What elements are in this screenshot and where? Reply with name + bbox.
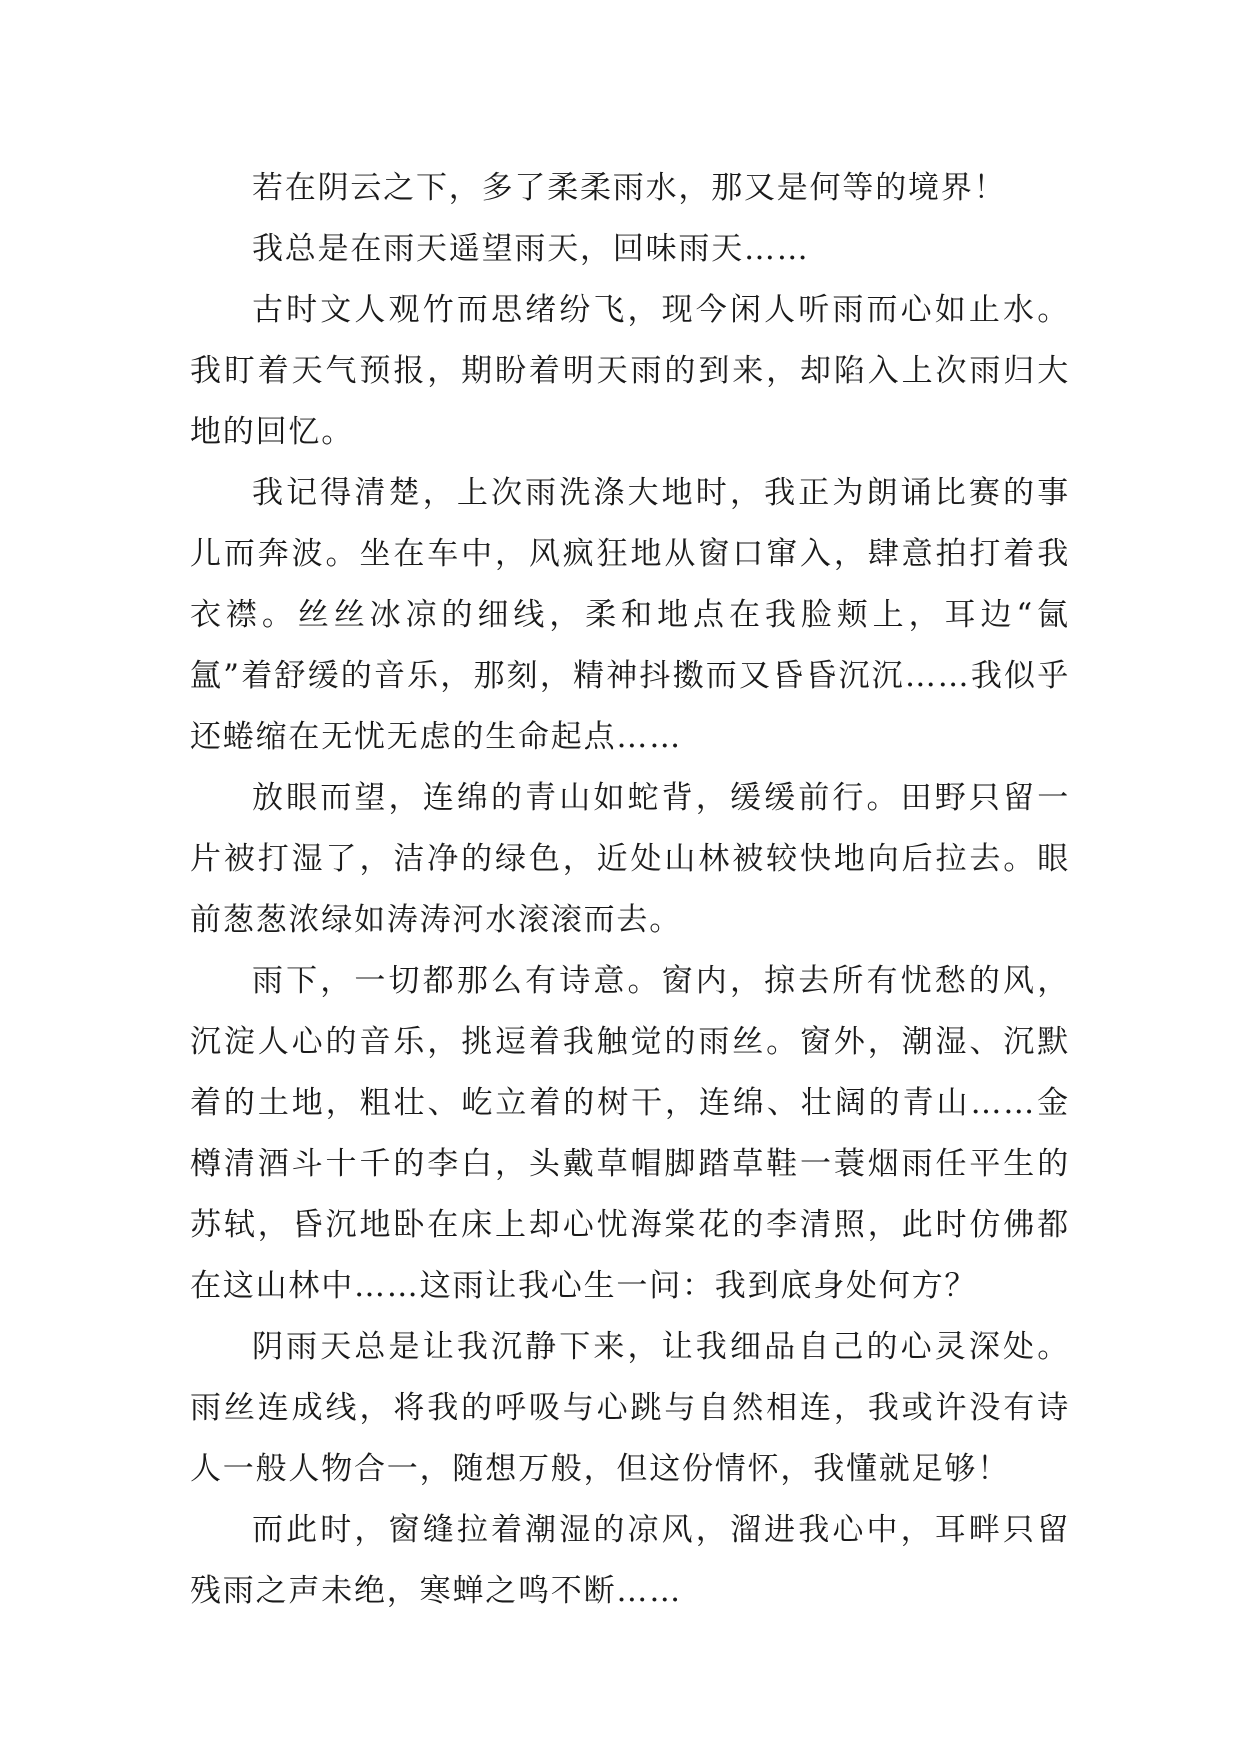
paragraph: 我记得清楚，上次雨洗涤大地时，我正为朗诵比赛的事儿而奔波。坐在车中，风疯狂地从窗口窜入，肆意拍打着我衣襟。丝丝冰凉的细线，柔和地点在我脸颊上，耳边“氤氲”着舒缓的音乐，那刻，精神抖擞而又昏昏沉沉……我似乎还蜷缩在无忧无虑的生命起点…… (190, 475, 1070, 755)
paragraph: 阴雨天总是让我沉静下来，让我细品自己的心灵深处。雨丝连成线，将我的呼吸与心跳与自然相连，我或许没有诗人一般人物合一，随想万般，但这份情怀，我懂就足够！ (190, 1329, 1070, 1487)
paragraph: 雨下，一切都那么有诗意。窗内，掠去所有忧愁的风，沉淀人心的音乐，挑逗着我触觉的雨丝。窗外，潮湿、沉默着的土地，粗壮、屹立着的树干，连绵、壮阔的青山……金樽清酒斗十千的李白，头戴草帽脚踏草鞋一蓑烟雨任平生的苏轼，昏沉地卧在床上却心忧海棠花的李清照，此时仿佛都在这山林中……这雨让我心生一问：我到底身处何方？ (190, 963, 1070, 1304)
essay-body (190, 158, 1070, 1622)
paragraph: 若在阴云之下，多了柔柔雨水，那又是何等的境界！ (252, 170, 1007, 206)
paragraph: 而此时，窗缝拉着潮湿的凉风，溜进我心中，耳畔只留残雨之声未绝，寒蝉之鸣不断…… (190, 1512, 1070, 1609)
paragraph: 古时文人观竹而思绪纷飞，现今闲人听雨而心如止水。我盯着天气预报，期盼着明天雨的到来，却陷入上次雨归大地的回忆。 (190, 292, 1070, 450)
paragraph: 我总是在雨天遥望雨天，回味雨天…… (252, 231, 810, 267)
paragraph: 放眼而望，连绵的青山如蛇背，缓缓前行。田野只留一片被打湿了，洁净的绿色，近处山林被较快地向后拉去。眼前葱葱浓绿如涛涛河水滚滚而去。 (190, 780, 1070, 938)
